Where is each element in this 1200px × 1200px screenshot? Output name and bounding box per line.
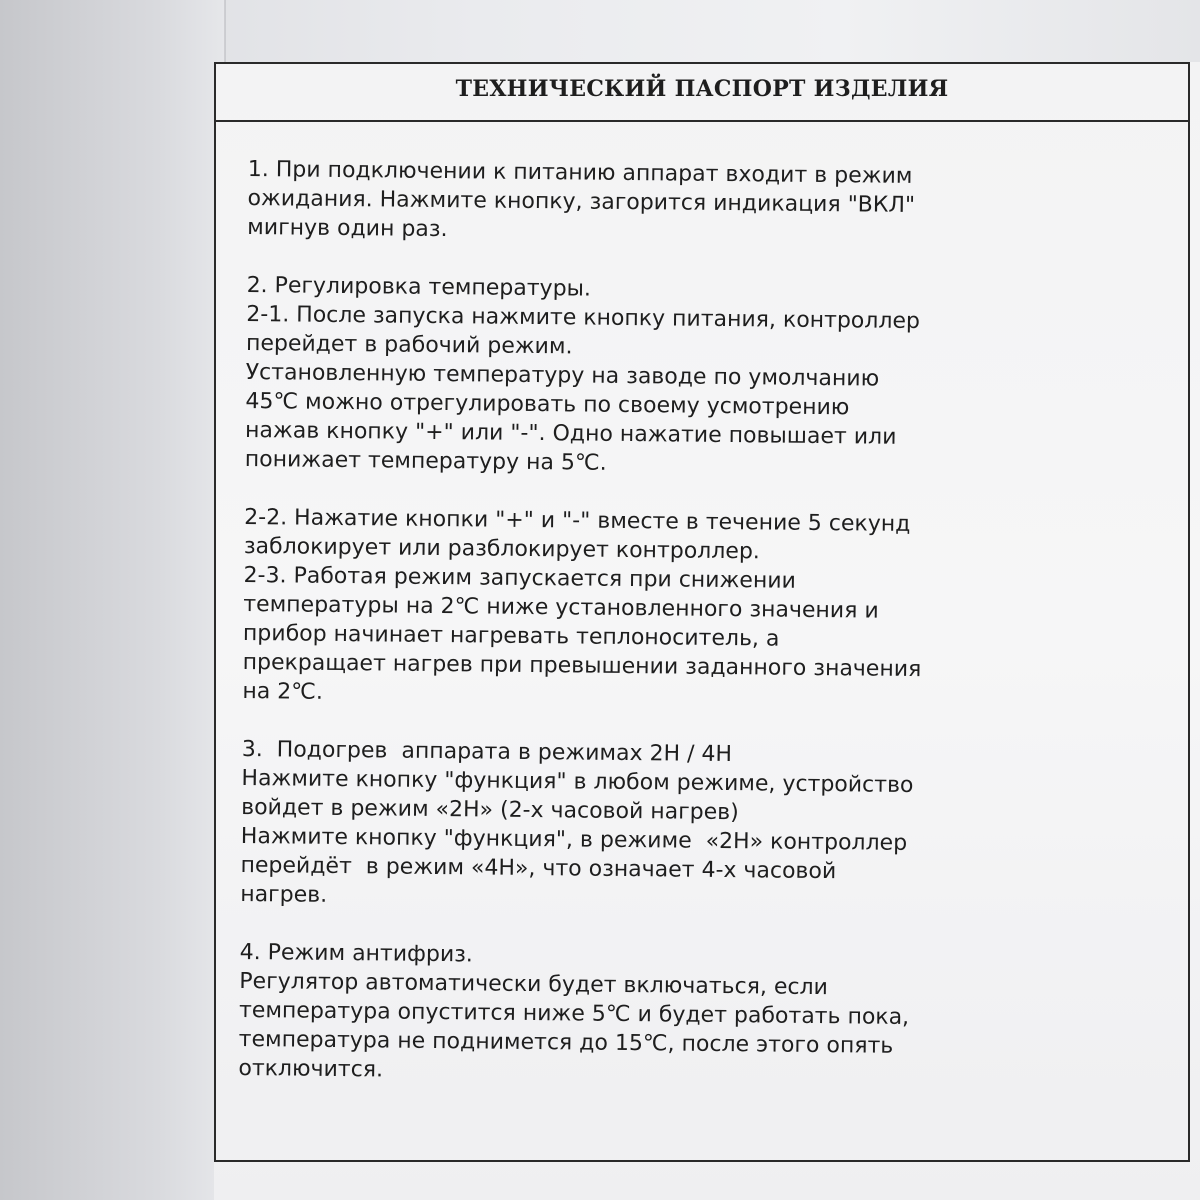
text-line: перейдёт в режим «4H», что означает 4-х часовой	[240, 852, 837, 885]
text-line: 3. Подогрев аппарата в режимах 2H / 4H	[241, 736, 733, 768]
text-line: Нажмите кнопку "функция" в любом режиме, устройство	[241, 765, 914, 799]
text-line: мигнув один раз.	[247, 214, 448, 243]
text-line: температура не поднимется до 15℃, после этого опять	[238, 1026, 894, 1059]
text-line: температура опустится ниже 5℃ и будет работать пока,	[238, 997, 910, 1030]
text-line: прибор начинает нагревать теплоноситель, а	[242, 620, 780, 652]
text-line: отключится.	[238, 1055, 384, 1083]
text-line: нагрев.	[240, 881, 328, 908]
text-line: Нажмите кнопку "функция", в режиме «2H» контроллер	[240, 823, 908, 856]
text-line: понижает температуру на 5℃.	[244, 446, 607, 476]
text-line: 4. Режим антифриз.	[239, 939, 474, 968]
text-line: 2. Регулировка температуры.	[246, 272, 592, 302]
document-body	[238, 155, 1178, 1093]
text-line: прекращает нагрев при превышении заданного значения	[242, 649, 922, 683]
text-line: 45℃ можно отрегулировать по своему усмотрению	[245, 388, 850, 421]
document-title: ТЕХНИЧЕСКИЙ ПАСПОРТ ИЗДЕЛИЯ	[455, 76, 949, 102]
text-line: Установленную температуру на заводе по умолчанию	[245, 359, 880, 392]
text-line: температуры на 2℃ ниже установленного значения и	[243, 591, 879, 624]
paper-fold-left	[0, 0, 225, 1200]
text-line: 1. При подключении к питанию аппарат входит в режим	[247, 156, 913, 189]
text-line: ожидания. Нажмите кнопку, загорится индикация "ВКЛ"	[247, 185, 916, 218]
text-line: 2-3. Работая режим запускается при снижении	[243, 562, 797, 594]
text-line: Регулятор автоматически будет включаться, если	[239, 968, 829, 1001]
text-line: 2-2. Нажатие кнопки "+" и "-" вместе в течение 5 секунд	[244, 504, 911, 537]
text-line: на 2℃.	[242, 678, 324, 705]
text-line: заблокирует или разблокирует контроллер.	[243, 533, 760, 565]
text-line: войдет в режим «2H» (2-х часовой нагрев)	[241, 794, 739, 826]
document-header	[214, 62, 1190, 122]
text-line: перейдет в рабочий режим.	[245, 330, 573, 360]
text-line: нажав кнопку "+" или "-". Одно нажатие повышает или	[244, 417, 897, 450]
text-line: 2-1. После запуска нажмите кнопку питания, контроллер	[246, 301, 921, 335]
